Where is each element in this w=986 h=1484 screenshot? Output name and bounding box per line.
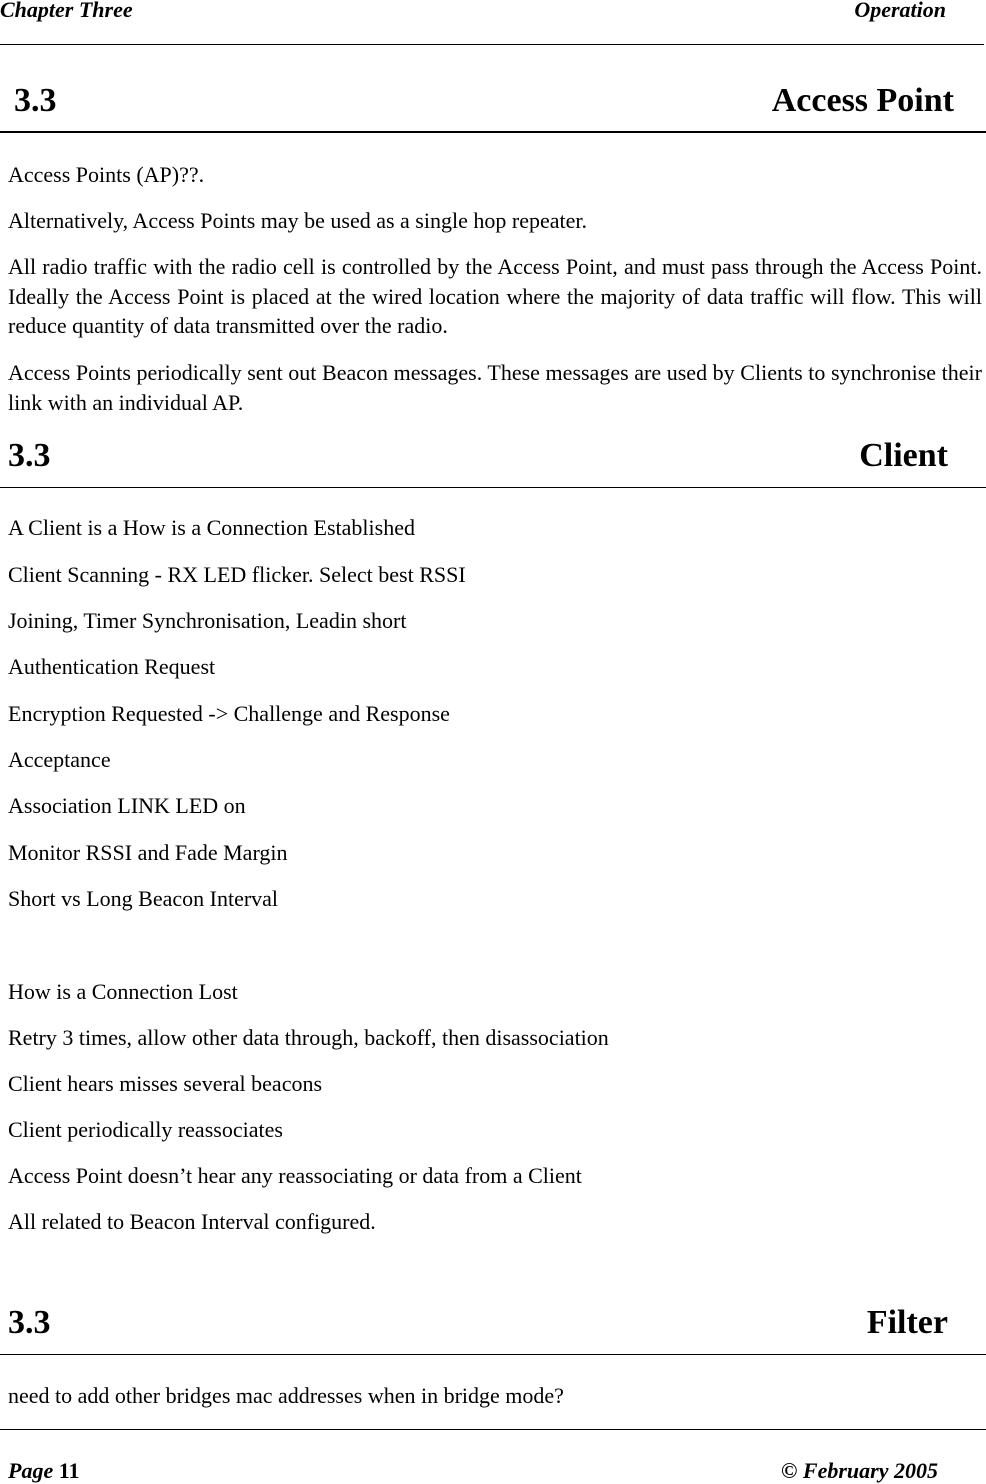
footer-page-label: Page: [8, 1458, 54, 1483]
paragraph: need to add other bridges mac addresses when in bridge mode?: [8, 1383, 564, 1408]
list-item: Monitor RSSI and Fade Margin: [8, 840, 288, 865]
list-item: Access Point doesn’t hear any reassociating or data from a Client: [8, 1163, 582, 1188]
list-item: How is a Connection Lost: [8, 979, 238, 1004]
list-item: Client Scanning - RX LED flicker. Select best RSSI: [8, 562, 466, 587]
list-item: Short vs Long Beacon Interval: [8, 886, 279, 911]
section-title-access-point: Access Point: [771, 82, 954, 119]
footer-page-number: 11: [58, 1458, 80, 1483]
footer-page: [8, 1458, 80, 1484]
list-item: All related to Beacon Interval configured.: [8, 1209, 376, 1234]
paragraph: Access Points periodically sent out Beacon messages. These messages are used by Clients to synchronise their link with an individual AP.: [8, 360, 982, 415]
list-item: Authentication Request: [8, 654, 216, 679]
list-item: Client periodically reassociates: [8, 1117, 283, 1142]
header-rule: [0, 44, 984, 45]
section-rule-filter: [0, 1354, 986, 1355]
running-header-section: Operation: [854, 0, 946, 22]
footer-rule: [0, 1429, 986, 1430]
section-number-client: 3.3: [8, 437, 51, 474]
section-title-filter: Filter: [866, 1304, 948, 1341]
running-header-chapter: Chapter Three: [0, 0, 133, 22]
paragraph: All radio traffic with the radio cell is controlled by the Access Point, and must pass through the Access Point. Ideally the Access Point is placed at the wired location where the majority of data traffic will flow. This will reduce quantity of data transmitted over the radio.: [8, 254, 982, 338]
section-number-access-point: 3.3: [14, 82, 57, 119]
list-item: Retry 3 times, allow other data through, backoff, then disassociation: [8, 1025, 609, 1050]
section-rule-access-point: [0, 131, 986, 133]
list-item: Client hears misses several beacons: [8, 1071, 323, 1096]
section-title-client: Client: [859, 437, 948, 474]
list-item: Association LINK LED on: [8, 793, 246, 818]
paragraph: Access Points (AP)??.: [8, 162, 205, 187]
footer-copyright: © February 2005: [781, 1458, 938, 1483]
list-item: Encryption Requested -> Challenge and Response: [8, 701, 450, 726]
section-number-filter: 3.3: [8, 1304, 51, 1341]
list-item: Acceptance: [8, 747, 111, 772]
section-rule-client: [0, 487, 986, 488]
list-item: A Client is a How is a Connection Established: [8, 515, 415, 540]
list-item: Joining, Timer Synchronisation, Leadin short: [8, 608, 407, 633]
paragraph: Alternatively, Access Points may be used as a single hop repeater.: [8, 208, 587, 233]
